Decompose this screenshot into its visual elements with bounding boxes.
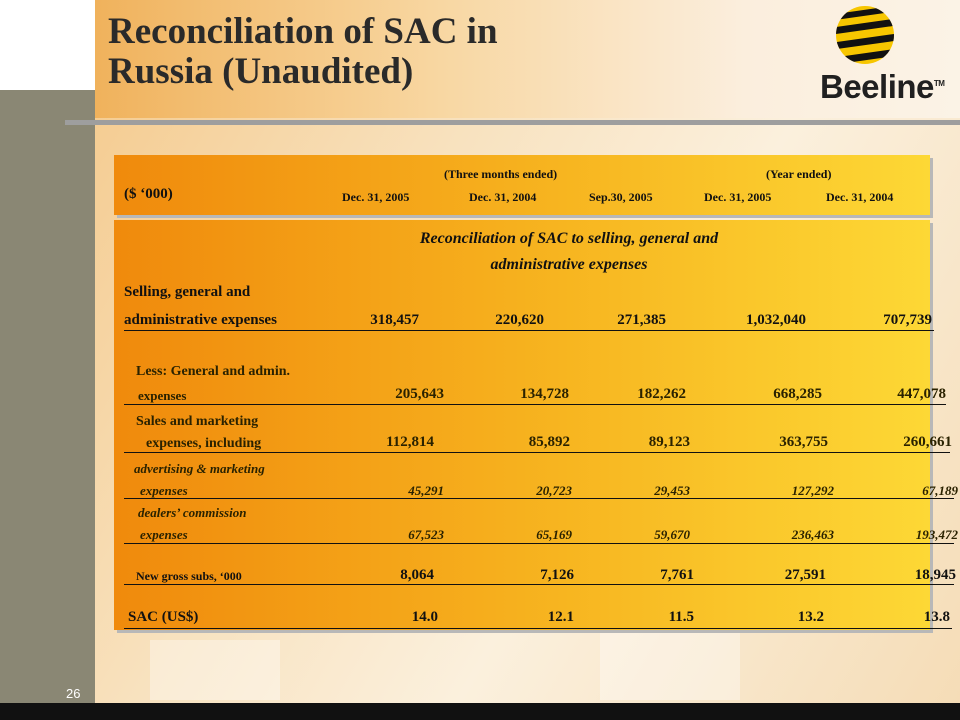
cell-value: 260,661 bbox=[903, 434, 952, 450]
row-label: expenses bbox=[140, 527, 188, 542]
cell-value: 85,892 bbox=[528, 434, 570, 450]
cell-value: 134,728 bbox=[520, 386, 569, 402]
cell-value: 205,643 bbox=[395, 386, 444, 402]
row-label: SAC (US$) bbox=[128, 609, 199, 625]
cell-value: 14.0 bbox=[411, 609, 438, 625]
cell-value: 13.8 bbox=[923, 609, 950, 625]
row-label: expenses, including bbox=[146, 436, 262, 451]
cell-value: 112,814 bbox=[386, 434, 434, 450]
cell-value: 8,064 bbox=[400, 567, 434, 583]
cell-value: 7,126 bbox=[540, 567, 574, 583]
header-col-3: Sep.30, 2005 bbox=[589, 190, 653, 204]
row-label: expenses bbox=[140, 483, 188, 498]
cell-value: 7,761 bbox=[660, 567, 694, 583]
page-number: 26 bbox=[66, 686, 81, 701]
cell-value: 271,385 bbox=[617, 312, 666, 328]
logo-wordmark bbox=[820, 68, 944, 106]
cell-value: 363,755 bbox=[779, 434, 828, 450]
row-label: expenses bbox=[138, 388, 187, 403]
row-underline bbox=[124, 628, 952, 629]
cell-value: 236,463 bbox=[791, 527, 834, 542]
row-underline bbox=[124, 452, 950, 453]
table-subtitle-line1: Reconciliation of SAC to selling, general and bbox=[419, 230, 719, 247]
cell-value: 668,285 bbox=[773, 386, 822, 402]
cell-value: 89,123 bbox=[648, 434, 690, 450]
cell-value: 45,291 bbox=[408, 483, 444, 498]
row-underline bbox=[124, 543, 954, 544]
left-band-top bbox=[0, 0, 95, 90]
cell-value: 11.5 bbox=[668, 609, 694, 625]
cell-value: 318,457 bbox=[370, 312, 419, 328]
table-subtitle-line2: administrative expenses bbox=[490, 256, 648, 273]
header-col-2: Dec. 31, 2004 bbox=[469, 190, 537, 204]
cell-value: 29,453 bbox=[654, 483, 690, 498]
footer-bar bbox=[0, 703, 960, 720]
table-subtitle bbox=[114, 226, 960, 278]
header-group-three-months: (Three months ended) bbox=[444, 167, 558, 181]
title-divider bbox=[65, 120, 960, 125]
cell-value: 18,945 bbox=[914, 567, 956, 583]
cell-value: 67,523 bbox=[408, 527, 444, 542]
cell-value: 447,078 bbox=[897, 386, 946, 402]
cell-value: 13.2 bbox=[797, 609, 824, 625]
cell-value: 127,292 bbox=[791, 483, 834, 498]
page-title-line1: Reconciliation of SAC in bbox=[108, 11, 498, 52]
row-underline bbox=[124, 404, 946, 405]
cell-value: 182,262 bbox=[637, 386, 686, 402]
page-title bbox=[108, 12, 498, 92]
row-label: Selling, general and bbox=[124, 284, 251, 300]
row-underline bbox=[124, 498, 954, 499]
decorative-tile bbox=[150, 640, 280, 700]
cell-value: 27,591 bbox=[784, 567, 826, 583]
header-col-1: Dec. 31, 2005 bbox=[342, 190, 410, 204]
row-label: Less: General and admin. bbox=[136, 364, 291, 379]
row-underline bbox=[124, 584, 954, 585]
cell-value: 220,620 bbox=[495, 312, 544, 328]
row-label: Sales and marketing bbox=[136, 414, 259, 429]
cell-value: 20,723 bbox=[536, 483, 572, 498]
header-col-5: Dec. 31, 2004 bbox=[826, 190, 894, 204]
left-band bbox=[0, 90, 95, 720]
row-label: advertising & marketing bbox=[134, 461, 265, 476]
header-col-4: Dec. 31, 2005 bbox=[704, 190, 772, 204]
cell-value: 67,189 bbox=[922, 483, 958, 498]
header-unit-label: ($ ‘000) bbox=[124, 186, 173, 202]
cell-value: 707,739 bbox=[883, 312, 932, 328]
cell-value: 1,032,040 bbox=[746, 312, 806, 328]
header-group-year: (Year ended) bbox=[766, 167, 832, 181]
row-underline bbox=[124, 330, 934, 331]
row-label: administrative expenses bbox=[124, 312, 277, 328]
column-header-box bbox=[114, 155, 930, 215]
row-label: dealers’ commission bbox=[138, 505, 247, 520]
logo-trademark: TM bbox=[933, 79, 945, 88]
cell-value: 59,670 bbox=[654, 527, 690, 542]
logo-wordmark-text: Beeline bbox=[820, 68, 934, 105]
cell-value: 65,169 bbox=[536, 527, 572, 542]
cell-value: 12.1 bbox=[547, 609, 574, 625]
page-title-line2: Russia (Unaudited) bbox=[108, 51, 414, 92]
row-label: New gross subs, ‘000 bbox=[136, 569, 242, 583]
cell-value: 193,472 bbox=[915, 527, 958, 542]
